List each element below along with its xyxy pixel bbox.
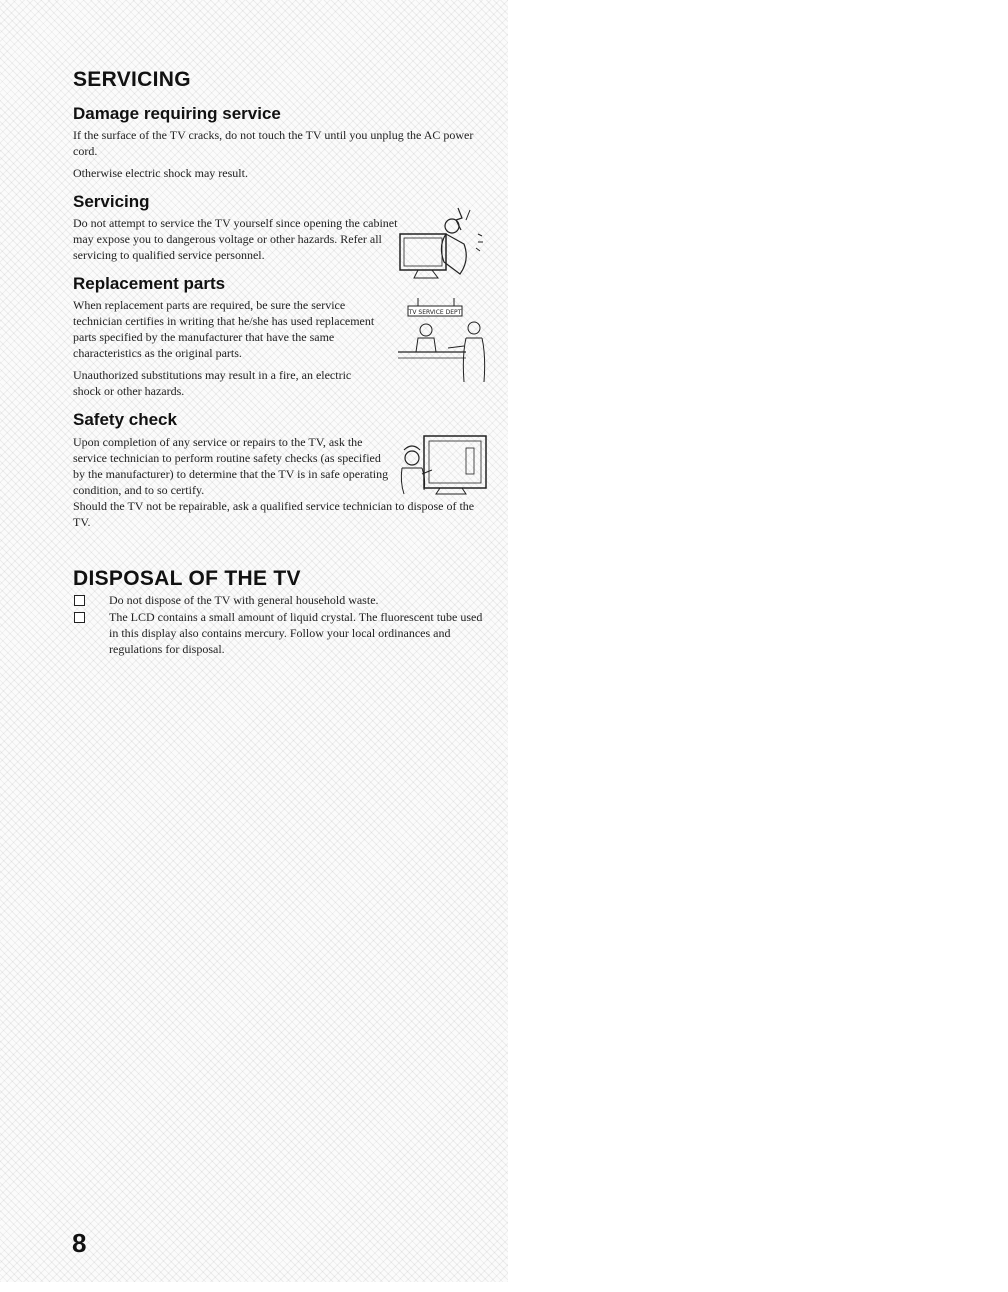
service-dept-illustration xyxy=(396,296,492,388)
replacement-paragraph-1: When replacement parts are required, be sure the service technician certifies in writing that he/she has used replacement parts specified by the manufacturer that have the same characteristics as the original parts. xyxy=(73,298,375,360)
servicing-paragraph: Do not attempt to service the TV yourself since opening the cabinet may expose you to dangerous voltage or other hazards. Refer all servicing to qualified service personnel. xyxy=(73,216,398,262)
replacement-paragraph-2: Unauthorized substitutions may result in a fire, an electric shock or other hazards. xyxy=(73,368,352,398)
bullet-box-icon xyxy=(74,595,85,606)
page-number: 8 xyxy=(72,1228,87,1258)
service-dept-sign-text: TV SERVICE DEPT xyxy=(408,309,462,316)
disposal-item-1: Do not dispose of the TV with general household waste. xyxy=(109,593,379,607)
safety-heading: Safety check xyxy=(73,410,177,429)
servicing-heading: SERVICING xyxy=(73,68,191,91)
safety-check-illustration xyxy=(396,430,492,498)
damage-paragraph-2: Otherwise electric shock may result. xyxy=(73,166,248,180)
tv-hazard-illustration xyxy=(398,204,488,284)
damage-heading: Damage requiring service xyxy=(73,104,281,123)
disposal-item-2: The LCD contains a small amount of liquid crystal. The fluorescent tube used in this display also contains mercury. Follow your local ordinances and regulations for disposal. xyxy=(109,610,483,656)
safety-paragraph-2: Should the TV not be repairable, ask a qualified service technician to dispose of the TV. xyxy=(73,499,475,529)
damage-paragraph-1: If the surface of the TV cracks, do not touch the TV until you unplug the AC power cord. xyxy=(73,128,474,158)
bullet-box-icon xyxy=(74,612,85,623)
servicing-subheading: Servicing xyxy=(73,192,150,211)
replacement-heading: Replacement parts xyxy=(73,274,226,293)
disposal-heading: DISPOSAL OF THE TV xyxy=(73,567,301,590)
safety-paragraph-1: Upon completion of any service or repairs to the TV, ask the service technician to perform routine safety checks (as specified by the manufacturer) to determine that the TV is in safe operating condition, and to so certify. xyxy=(73,435,389,497)
